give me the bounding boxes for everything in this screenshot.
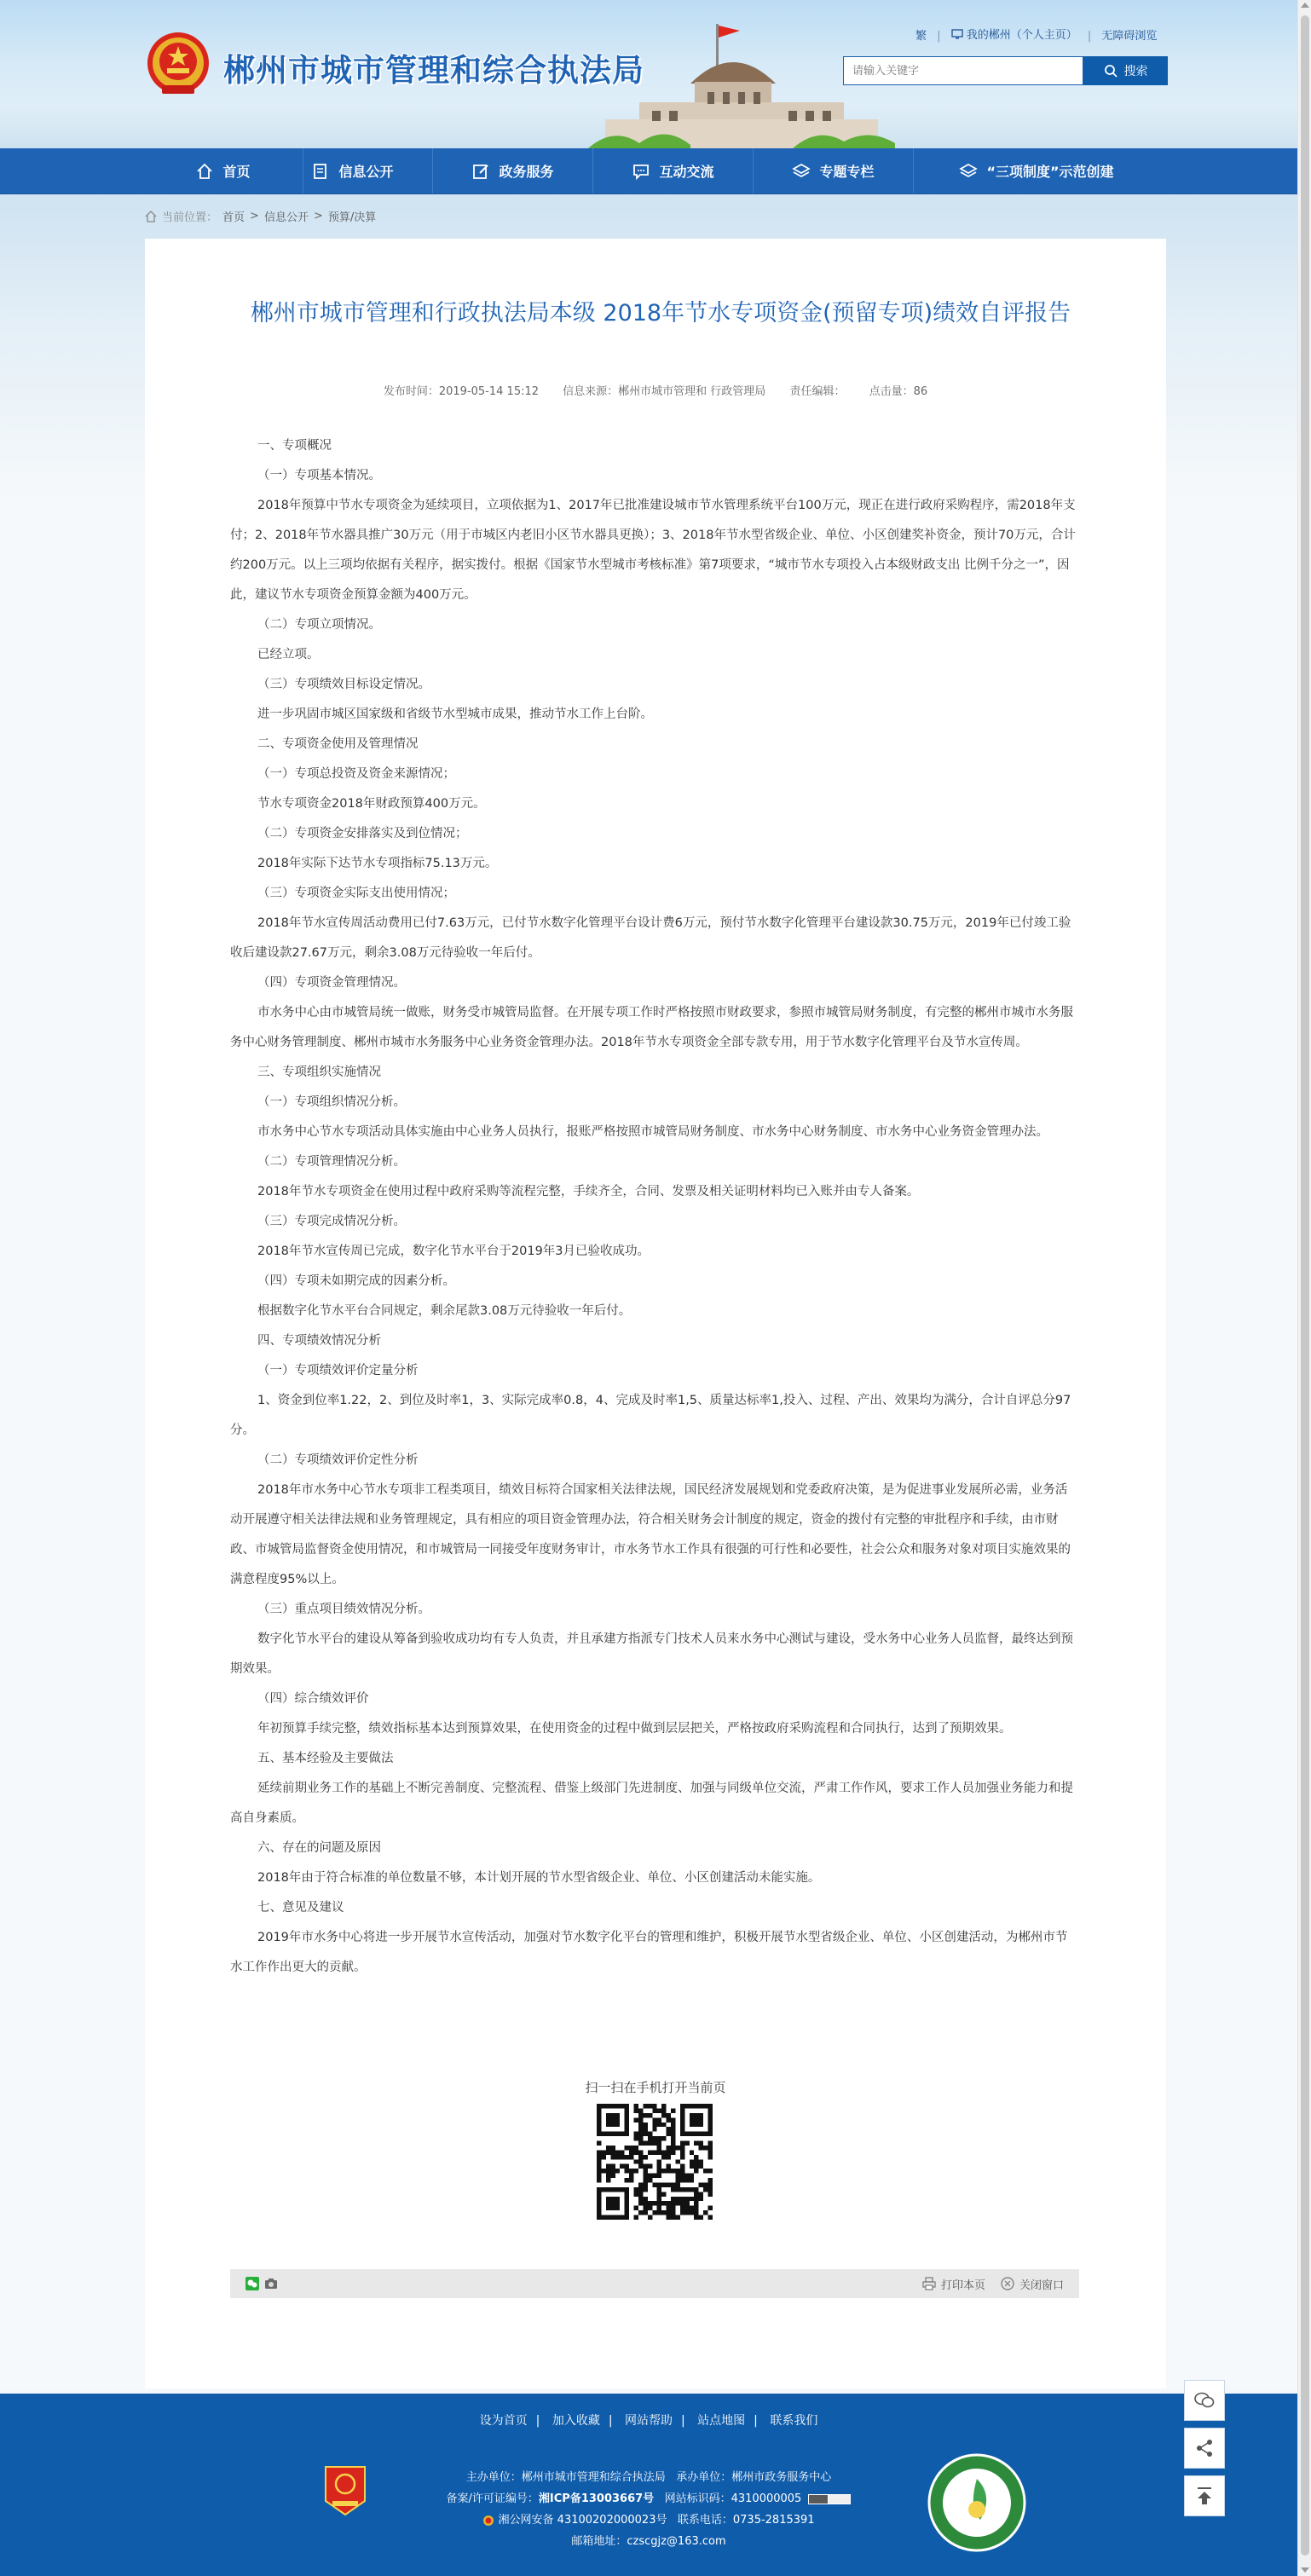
footer-row-icp <box>0 2488 1297 2510</box>
breadcrumb <box>145 208 376 224</box>
nav-item-gov-services[interactable] <box>433 148 593 193</box>
article-paragraph: （二）专项立项情况。 <box>257 618 381 632</box>
footer-link-sitemap[interactable]: 站点地图 <box>697 2414 746 2428</box>
support-unit: 承办单位：郴州市政务服务中心 <box>676 2471 832 2484</box>
article-tools <box>922 2269 1064 2298</box>
article-paragraph: 已经立项。 <box>257 648 320 661</box>
page-scrollbar[interactable] <box>1297 0 1311 2576</box>
article-panel <box>145 239 1166 2388</box>
article-paragraph: 1、资金到位率1.22，2、到位及时率1，3、实际完成率0.8，4、完成及时率1,5、质量达标率1,投入、过程、产出、效果均为满分，合计自评总分97分。 <box>230 1394 1071 1437</box>
back-to-top-button[interactable] <box>1184 2475 1225 2516</box>
breadcrumb-item-home[interactable]: 首页 <box>222 211 245 224</box>
footer-link-separator: | <box>681 2414 685 2428</box>
breadcrumb-item-info[interactable]: 信息公开 <box>263 211 309 224</box>
article-paragraph: 2018年实际下达节水专项指标75.13万元。 <box>257 857 498 870</box>
search-icon <box>1104 64 1118 78</box>
top-links <box>915 26 1157 43</box>
site-footer <box>0 2394 1297 2576</box>
top-links-separator: | <box>1087 29 1092 43</box>
article-paragraph: （四）专项资金管理情况。 <box>257 976 406 990</box>
monitor-icon <box>951 29 963 39</box>
article-title: 郴州市城市管理和行政执法局本级 2018年节水专项资金(预留专项)绩效自评报告 <box>250 300 1071 326</box>
nav-item-label: 政务服务 <box>499 164 554 180</box>
police-record[interactable]: 湘公网安备 43100202000023号 <box>498 2514 667 2527</box>
article-body <box>230 431 1079 1983</box>
article-paragraph: （三）专项资金实际支出使用情况； <box>257 887 455 900</box>
nav-item-label: 信息公开 <box>338 164 394 180</box>
nav-item-label: 互动交流 <box>659 164 714 180</box>
article-meta <box>145 382 1166 398</box>
nav-item-info-disclosure[interactable] <box>273 148 433 193</box>
print-label: 打印本页 <box>940 2279 985 2292</box>
phone: 联系电话：0735-2815391 <box>677 2514 815 2527</box>
floating-toolbar <box>1184 2380 1227 2523</box>
footer-link-separator: | <box>608 2414 613 2428</box>
article-paragraph: 市水务中心节水专项活动具体实施由中心业务人员执行，报账严格按照市城管局财务制度、市水务中心财务制度、市水务中心业务资金管理办法。 <box>257 1125 1048 1139</box>
article-paragraph: 2018年节水宣传周活动费用已付7.63万元，已付节水数字化管理平台设计费6万元，预付节水数字化管理平台建设款30.75万元，2019年已付竣工验收后建设款27.67万元，剩余3.08万元待验收一年后付。 <box>230 916 1071 960</box>
info-source: 信息来源：郴州市城市管理和 行政管理局 <box>563 385 766 398</box>
article-paragraph: 2018年由于符合标准的单位数量不够，本计划开展的节水型省级企业、单位、小区创建活动未能实施。 <box>257 1871 821 1885</box>
article-paragraph: 2018年节水专项资金在使用过程中政府采购等流程完整，手续齐全，合同、发票及相关证明材料均已入账并由专人备案。 <box>257 1185 920 1198</box>
site-header <box>0 0 1297 148</box>
article-paragraph: 二、专项资金使用及管理情况 <box>257 737 419 751</box>
article-paragraph: （三）重点项目绩效情况分析。 <box>257 1603 430 1616</box>
article-paragraph: 节水专项资金2018年财政预算400万元。 <box>257 797 486 811</box>
edit-icon <box>471 162 490 181</box>
footer-row-email <box>0 2531 1297 2552</box>
article-paragraph: （三）专项完成情况分析。 <box>257 1215 406 1228</box>
my-chenzhou-label: 我的郴州（个人主页） <box>966 29 1077 42</box>
article-paragraph: （二）专项管理情况分析。 <box>257 1155 406 1169</box>
home-icon <box>145 211 157 222</box>
article-paragraph: 数字化节水平台的建设从筹备到验收成功均有专人负责，并且承建方指派专门技术人员来水务中心测试与建设，受水务中心业务人员监督，最终达到预期效果。 <box>230 1632 1073 1676</box>
nav-item-label: “三项制度”示范创建 <box>986 164 1114 180</box>
footer-link-separator: | <box>754 2414 758 2428</box>
police-badge-icon <box>482 2515 494 2527</box>
breadcrumb-item-budget[interactable]: 预算/决算 <box>327 211 377 224</box>
nav-item-three-systems[interactable] <box>914 148 1159 193</box>
share-float-button[interactable] <box>1184 2428 1225 2469</box>
article-paragraph: （一）专项绩效评价定量分析 <box>257 1364 419 1378</box>
article-paragraph: 根据数字化节水平台合同规定，剩余尾款3.08万元待验收一年后付。 <box>257 1304 632 1318</box>
close-icon <box>1001 2277 1014 2290</box>
nav-item-interaction[interactable] <box>593 148 754 193</box>
footer-link-separator: | <box>535 2414 540 2428</box>
footer-row-police <box>0 2510 1297 2531</box>
civilization-badge-icon[interactable] <box>927 2453 1026 2552</box>
article-paragraph: （二）专项资金安排落实及到位情况； <box>257 827 468 840</box>
article-paragraph: 2019年市水务中心将进一步开展节水宣传活动，加强对节水数字化平台的管理和维护，积极开展节水型省级企业、单位、小区创建活动，为郴州市节水工作作出更大的贡献。 <box>230 1931 1068 1974</box>
article-paragraph: 六、存在的问题及原因 <box>257 1841 381 1855</box>
back-to-top-icon <box>1193 2485 1216 2507</box>
footer-link-bookmark[interactable]: 加入收藏 <box>552 2414 600 2428</box>
article-paragraph: 五、基本经验及主要做法 <box>257 1752 394 1765</box>
scroll-thumb[interactable] <box>1301 15 1309 2556</box>
footer-info <box>0 2467 1297 2552</box>
footer-links <box>0 2411 1297 2429</box>
print-icon <box>922 2277 936 2290</box>
print-button[interactable] <box>922 2276 985 2292</box>
wechat-share-icon[interactable] <box>245 2277 259 2290</box>
wechat-icon <box>1193 2389 1216 2411</box>
scroll-up-arrow-icon[interactable] <box>1301 3 1309 8</box>
article-paragraph: 2018年预算中节水专项资金为延续项目，立项依据为1、2017年已批准建设城市节水管理系统平台100万元，现正在进行政府采购程序，需2018年支付；2、2018年节水器具推广30万元（用于市城区内老旧小区节水器具更换）；3、2018年节水型省级企业、单位、小区创建奖补资金，预计70万元，合计约200万元。以上三项均依据有关程序，据实拨付。根据《国家节水型城市考核标准》第7项要求，“城市节水专项投入占本级财政支出 比例千分之一”，因此，建议节水专项资金预算金额为400万元。 <box>230 499 1076 602</box>
close-window-button[interactable] <box>1001 2276 1064 2292</box>
article-paragraph: （二）专项绩效评价定性分析 <box>257 1453 419 1467</box>
main-nav <box>0 148 1297 194</box>
nav-item-label: 专题专栏 <box>819 164 875 180</box>
breadcrumb-separator: > <box>313 210 323 222</box>
article-paragraph: （四）综合绩效评价 <box>257 1692 369 1706</box>
article-paragraph: 七、意见及建议 <box>257 1901 344 1915</box>
article-paragraph: 三、专项组织实施情况 <box>257 1066 381 1079</box>
article-paragraph: （一）专项总投资及资金来源情况； <box>257 767 455 781</box>
search-button[interactable] <box>1083 56 1168 85</box>
share-icons <box>245 2277 278 2290</box>
wechat-float-button[interactable] <box>1184 2380 1225 2421</box>
article-paragraph: （一）专项基本情况。 <box>257 469 381 482</box>
article-paragraph: 进一步巩固市城区国家级和省级节水型城市成果，推动节水工作上台阶。 <box>257 708 653 721</box>
article-paragraph: 2018年市水务中心节水专项非工程类项目，绩效目标符合国家相关法律法规，国民经济发展规划和党委政府决策，是为促进事业发展所必需，业务活动开展遵守相关法律法规和业务管理规定，具有相应的项目资金管理办法，符合相关财务会计制度的规定，资金的拨付有完整的审批程序和手续，由市财政、市城管局监督资金使用情况，和市城管局一同接受年度财务审计，市水务节水工作具有很强的可行性和必要性，社会公众和服务对象对项目实施效果的满意程度95%以上。 <box>230 1483 1071 1586</box>
scroll-down-arrow-icon[interactable] <box>1301 2567 1309 2573</box>
accessibility-link[interactable]: 无障碍浏览 <box>1101 29 1158 43</box>
chat-icon <box>632 162 650 181</box>
search-box <box>843 56 1083 85</box>
view-count: 点击量：86 <box>869 385 928 398</box>
article-paragraph: （三）专项绩效目标设定情况。 <box>257 678 430 691</box>
my-chenzhou-link[interactable] <box>951 26 1077 42</box>
icp-link[interactable]: 湘ICP备13003667号 <box>538 2492 655 2505</box>
search-button-label: 搜索 <box>1123 65 1148 78</box>
icp-prefix: 备案/许可证编号： <box>446 2492 539 2505</box>
layers-icon <box>792 162 811 181</box>
article-paragraph: 延续前期业务工作的基础上不断完善制度、完整流程、借鉴上级部门先进制度、加强与同级单位交流，严肃工作作风，要求工作人员加强业务能力和提高自身素质。 <box>230 1782 1073 1825</box>
site-title[interactable]: 郴州市城市管理和综合执法局 <box>223 51 644 89</box>
article-paragraph: 年初预算手续完整，绩效指标基本达到预算效果，在使用资金的过程中做到层层把关，严格按政府采购流程和合同执行，达到了预期效果。 <box>257 1722 1012 1736</box>
footer-link-set-home[interactable]: 设为首页 <box>479 2414 528 2428</box>
cnzz-badge-icon[interactable] <box>808 2494 851 2504</box>
camera-share-icon[interactable] <box>264 2277 278 2290</box>
national-emblem-icon <box>145 29 211 99</box>
editor: 责任编辑： <box>789 385 846 398</box>
nav-item-special-topics[interactable] <box>754 148 914 193</box>
breadcrumb-label: 当前位置： <box>162 211 218 224</box>
top-links-separator: | <box>937 29 941 43</box>
nav-item-label: 首页 <box>222 164 251 180</box>
email: 邮箱地址：czscgjz@163.com <box>571 2535 726 2548</box>
article-paragraph: （四）专项未如期完成的因素分析。 <box>257 1274 455 1288</box>
home-icon <box>195 162 214 181</box>
close-window-label: 关闭窗口 <box>1019 2279 1064 2292</box>
breadcrumb-separator: > <box>250 210 259 222</box>
search-input[interactable] <box>844 57 1091 83</box>
qr-code <box>597 2104 713 2220</box>
site-code: 网站标识码：4310000005 <box>664 2492 802 2505</box>
traditional-chinese-link[interactable]: 繁 <box>915 29 927 43</box>
document-icon <box>311 162 330 181</box>
article-paragraph: （一）专项组织情况分析。 <box>257 1095 406 1109</box>
footer-link-contact[interactable]: 联系我们 <box>770 2414 818 2428</box>
qr-caption: 扫一扫在手机打开当前页 <box>585 2080 726 2095</box>
share-icon <box>1193 2437 1216 2459</box>
publish-time: 发布时间：2019-05-14 15:12 <box>383 385 540 398</box>
footer-row-units <box>0 2467 1297 2488</box>
article-paragraph: 2018年节水宣传周已完成，数字化节水平台于2019年3月已验收成功。 <box>257 1245 650 1258</box>
article-paragraph: 一、专项概况 <box>257 439 332 453</box>
footer-link-help[interactable]: 网站帮助 <box>625 2414 673 2428</box>
article-tools-bar <box>230 2269 1079 2298</box>
article-paragraph: 四、专项绩效情况分析 <box>257 1334 381 1348</box>
host-unit: 主办单位：郴州市城市管理和综合执法局 <box>465 2471 666 2484</box>
article-paragraph: 市水务中心由市城管局统一做账，财务受市城管局监督。在开展专项工作时严格按照市财政要求，参照市城管局财务制度，有完整的郴州市城市水务服务中心财务管理制度、郴州市城市水务服务中心业务资金管理办法。2018年节水专项资金全部专款专用，用于节水数字化管理平台及节水宣传周。 <box>230 1006 1073 1049</box>
layers-icon <box>959 162 978 181</box>
building-illustration <box>588 24 895 148</box>
